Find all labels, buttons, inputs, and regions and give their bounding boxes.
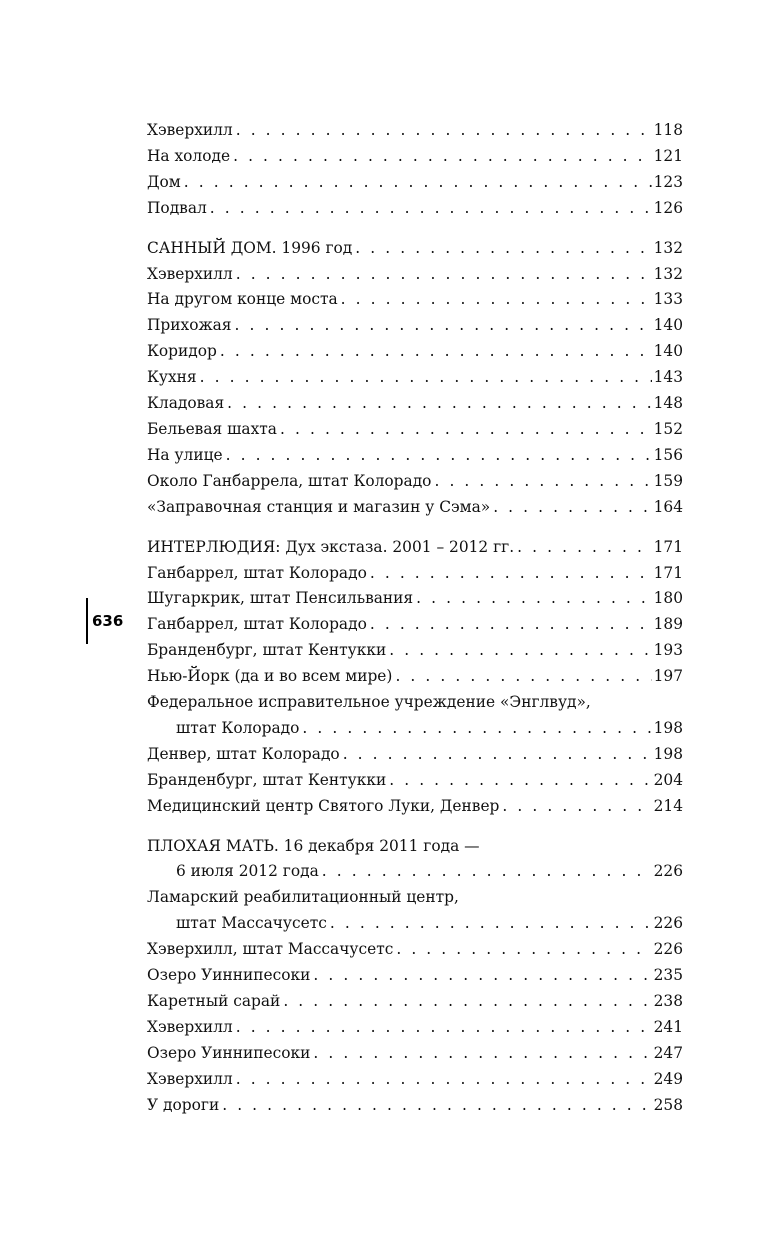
- toc-entry-title: На улице: [147, 445, 223, 464]
- dot-leader: [210, 196, 652, 222]
- toc-entry-line: [147, 170, 683, 196]
- dot-leader: [235, 313, 652, 339]
- toc-entry-page: 241: [653, 1017, 683, 1036]
- toc-entry-title: Дом: [147, 172, 181, 191]
- toc-entry: [147, 313, 683, 339]
- toc-entry-line: [147, 391, 683, 417]
- dot-leader: [343, 742, 652, 768]
- dot-leader: [222, 1093, 651, 1119]
- toc-entry-title: Озеро Уиннипесоки: [147, 966, 311, 985]
- toc-entry: [147, 144, 683, 170]
- toc-entry-line: [147, 417, 683, 443]
- toc-entry-title: Коридор: [147, 342, 217, 361]
- toc-entry-line: [147, 937, 683, 963]
- toc-entry-title: Шугаркрик, штат Пенсильвания: [147, 589, 414, 608]
- toc-entry: [147, 391, 683, 417]
- dot-leader: [302, 716, 651, 742]
- toc-section: [147, 834, 683, 1119]
- toc-entry: [147, 287, 683, 313]
- toc-entry-line: [147, 365, 683, 391]
- toc-entry: [147, 469, 683, 495]
- toc-entry: [147, 664, 683, 690]
- dot-leader: [341, 287, 652, 313]
- toc-entry-title: САННЫЙ ДОМ. 1996 год: [147, 238, 353, 257]
- dot-leader: [280, 417, 652, 443]
- toc-entry-line: [147, 586, 683, 612]
- dot-leader: [395, 664, 651, 690]
- dot-leader: [355, 236, 651, 262]
- dot-leader: [389, 768, 651, 794]
- toc-entry-page: 249: [653, 1069, 683, 1088]
- toc-entry-line: [147, 443, 683, 469]
- toc-entry-page: 238: [653, 992, 683, 1010]
- toc-entry-title: Медицинский центр Святого Луки, Денвер: [147, 796, 500, 815]
- dot-leader: [236, 1015, 652, 1041]
- dot-leader: [200, 365, 652, 391]
- toc-entry-title: Каретный сарай: [147, 992, 281, 1010]
- toc-entry: [147, 834, 683, 886]
- toc-entry-line: [147, 989, 683, 1015]
- toc-entry: [147, 443, 683, 469]
- toc-entry-page: 226: [653, 862, 683, 881]
- toc-entry-title: Хэверхилл: [147, 121, 233, 139]
- toc-entry-title: Подвал: [147, 198, 207, 217]
- toc-entry-title: Ганбаррел, штат Колорадо: [147, 615, 367, 634]
- toc-entry: [147, 1093, 683, 1119]
- toc-entry-line: [147, 1067, 683, 1093]
- toc-entry-page: 226: [653, 914, 683, 933]
- dot-leader: [370, 561, 652, 587]
- toc-entry-line: [147, 535, 683, 561]
- toc-entry-page: 235: [653, 966, 683, 985]
- toc-entry: [147, 561, 683, 587]
- toc-entry: [147, 170, 683, 196]
- dot-leader: [236, 118, 652, 144]
- toc-entry: [147, 1015, 683, 1041]
- toc-entry-line: [147, 287, 683, 313]
- toc-entry-page: 204: [653, 770, 683, 789]
- toc-entry-page: 148: [653, 394, 683, 413]
- toc-entry-title: «Заправочная станция и магазин у Сэма»: [147, 497, 491, 516]
- toc-entry: [147, 365, 683, 391]
- toc-entry: [147, 937, 683, 963]
- toc-entry-line: [147, 834, 683, 860]
- toc-entry-page: 198: [653, 744, 683, 763]
- toc-entry-line: [147, 469, 683, 495]
- toc-entry-line: [147, 794, 683, 820]
- toc-entry-page: 164: [653, 497, 683, 516]
- toc-entry-title: Бранденбург, штат Кентукки: [147, 770, 387, 789]
- toc-entry-line: [147, 313, 683, 339]
- toc-entry-line: [147, 716, 683, 742]
- toc-entry-line: [147, 262, 683, 288]
- toc-entry-line: [147, 561, 683, 587]
- toc-entry-page: 132: [653, 238, 683, 257]
- toc-entry-title: Нью-Йорк (да и во всем мире): [147, 667, 393, 686]
- toc-entry-line: [147, 742, 683, 768]
- toc-entry-page: 189: [653, 615, 683, 634]
- toc-entry-title: штат Массачусетс: [176, 914, 327, 933]
- toc-entry-title: У дороги: [147, 1095, 220, 1114]
- dot-leader: [227, 391, 651, 417]
- dot-leader: [283, 989, 651, 1015]
- toc-section: [147, 236, 683, 521]
- table-of-contents: [147, 118, 683, 1133]
- dot-leader: [434, 469, 651, 495]
- toc-entry-page: 118: [653, 121, 683, 139]
- toc-entry: [147, 885, 683, 937]
- toc-section: [147, 535, 683, 820]
- toc-entry-title: ПЛОХАЯ МАТЬ. 16 декабря 2011 года —: [147, 836, 480, 855]
- toc-entry-line: [147, 768, 683, 794]
- toc-entry: [147, 742, 683, 768]
- toc-entry-page: 180: [653, 589, 683, 608]
- toc-entry-line: [147, 1041, 683, 1067]
- toc-entry-line: [147, 495, 683, 521]
- toc-entry: [147, 196, 683, 222]
- dot-leader: [313, 1041, 651, 1067]
- toc-entry-title: На холоде: [147, 146, 231, 165]
- toc-entry-line: [147, 690, 683, 716]
- dot-leader: [184, 170, 652, 196]
- dot-leader: [416, 586, 651, 612]
- toc-entry: [147, 1067, 683, 1093]
- dot-leader: [236, 1067, 652, 1093]
- dot-leader: [330, 911, 652, 937]
- dot-leader: [220, 339, 652, 365]
- dot-leader: [502, 794, 651, 820]
- toc-entry-title: Ламарский реабилитационный центр,: [147, 888, 459, 907]
- page-number: 636: [86, 598, 123, 644]
- toc-entry-line: [147, 963, 683, 989]
- toc-entry-page: 133: [653, 290, 683, 309]
- toc-entry-page: 140: [653, 316, 683, 335]
- toc-entry-line: [147, 859, 683, 885]
- toc-entry-page: 198: [653, 718, 683, 737]
- toc-entry: [147, 794, 683, 820]
- toc-entry-page: 197: [653, 667, 683, 686]
- toc-entry-title: Хэверхилл: [147, 1069, 233, 1088]
- toc-entry: [147, 495, 683, 521]
- toc-entry-line: [147, 118, 683, 144]
- toc-entry-title: Федеральное исправительное учреждение «Энглвуд»,: [147, 693, 591, 712]
- toc-entry-title: ИНТЕРЛЮДИЯ: Дух экстаза. 2001 – 2012 гг.: [147, 537, 515, 556]
- dot-leader: [396, 937, 651, 963]
- toc-entry: [147, 768, 683, 794]
- toc-entry-title: Кладовая: [147, 394, 225, 413]
- toc-entry: [147, 339, 683, 365]
- toc-entry-title: На другом конце моста: [147, 290, 338, 309]
- toc-entry-page: 121: [653, 146, 683, 165]
- toc-entry-line: [147, 885, 683, 911]
- toc-entry-page: 159: [653, 471, 683, 490]
- dot-leader: [236, 262, 652, 288]
- dot-leader: [233, 144, 652, 170]
- toc-entry-line: [147, 144, 683, 170]
- toc-entry-title: Озеро Уиннипесоки: [147, 1043, 311, 1062]
- toc-entry: [147, 262, 683, 288]
- toc-entry: [147, 612, 683, 638]
- toc-entry-title: Бельевая шахта: [147, 419, 277, 438]
- toc-entry: [147, 417, 683, 443]
- toc-section: [147, 118, 683, 222]
- toc-entry-line: [147, 1093, 683, 1119]
- toc-entry-page: 152: [653, 419, 683, 438]
- toc-entry-page: 126: [653, 198, 683, 217]
- dot-leader: [493, 495, 651, 521]
- toc-entry-page: 226: [653, 940, 683, 959]
- toc-entry-line: [147, 1015, 683, 1041]
- toc-entry-title: Кухня: [147, 368, 197, 387]
- toc-entry: [147, 586, 683, 612]
- toc-entry-page: 193: [653, 641, 683, 660]
- toc-entry: [147, 963, 683, 989]
- toc-entry-title: Прихожая: [147, 316, 232, 335]
- toc-entry-page: 132: [653, 264, 683, 283]
- toc-entry-line: [147, 911, 683, 937]
- dot-leader: [370, 612, 652, 638]
- toc-entry-title: Хэверхилл: [147, 264, 233, 283]
- toc-entry-title: Около Ганбаррела, штат Колорадо: [147, 471, 432, 490]
- toc-entry-title: Хэверхилл: [147, 1017, 233, 1036]
- toc-entry-title: Денвер, штат Колорадо: [147, 744, 340, 763]
- toc-entry: [147, 535, 683, 561]
- toc-entry-title: 6 июля 2012 года: [176, 862, 319, 881]
- toc-entry: [147, 118, 683, 144]
- dot-leader: [517, 535, 651, 561]
- toc-entry: [147, 236, 683, 262]
- toc-entry-title: Бранденбург, штат Кентукки: [147, 641, 387, 660]
- dot-leader: [322, 859, 652, 885]
- toc-entry-line: [147, 196, 683, 222]
- toc-entry-page: 171: [653, 537, 683, 556]
- toc-entry: [147, 989, 683, 1015]
- toc-entry-title: штат Колорадо: [176, 718, 300, 737]
- toc-entry-page: 247: [653, 1043, 683, 1062]
- toc-entry-page: 140: [653, 342, 683, 361]
- toc-entry-title: Хэверхилл, штат Массачусетс: [147, 940, 394, 959]
- toc-entry-page: 143: [653, 368, 683, 387]
- toc-entry-line: [147, 638, 683, 664]
- toc-entry-page: 214: [653, 796, 683, 815]
- toc-entry-page: 123: [653, 172, 683, 191]
- toc-entry: [147, 638, 683, 664]
- dot-leader: [226, 443, 652, 469]
- toc-entry-page: 156: [653, 445, 683, 464]
- toc-entry: [147, 1041, 683, 1067]
- toc-entry-page: 171: [653, 563, 683, 582]
- toc-entry-line: [147, 664, 683, 690]
- dot-leader: [389, 638, 651, 664]
- toc-entry-page: 258: [653, 1095, 683, 1114]
- toc-entry-line: [147, 612, 683, 638]
- toc-entry-line: [147, 236, 683, 262]
- toc-entry-line: [147, 339, 683, 365]
- toc-entry: [147, 690, 683, 742]
- toc-entry-title: Ганбаррел, штат Колорадо: [147, 563, 367, 582]
- dot-leader: [313, 963, 651, 989]
